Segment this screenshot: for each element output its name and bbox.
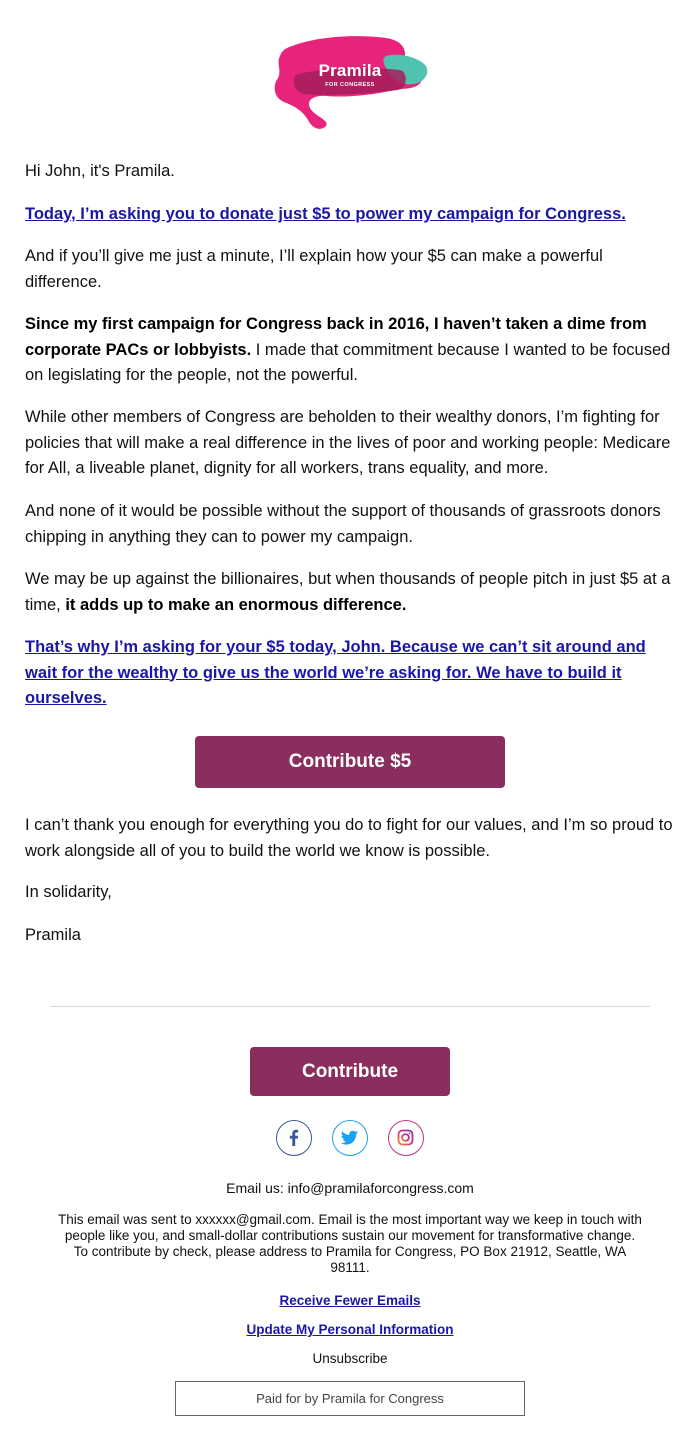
billionaires-text: We may be up against the billionaires, but when thousands of people pitch in just $5 at a time, (25, 570, 671, 614)
thanks-paragraph: I can’t thank you enough for everything you do to fight for our values, and I’m so proud to work alongside all of you to build the world we know is possible. (25, 816, 673, 860)
email-us-text: Email us: info@pramilaforcongress.com (226, 1180, 474, 1196)
ask-paragraph (25, 202, 677, 228)
twitter-icon[interactable] (332, 1120, 368, 1156)
no-pac-paragraph (25, 312, 677, 389)
update-personal-info-link[interactable]: Update My Personal Information (246, 1322, 454, 1337)
closing-ask-paragraph (25, 635, 677, 712)
facebook-icon[interactable] (276, 1120, 312, 1156)
policies-paragraph: While other members of Congress are beholden to their wealthy donors, I’m fighting for policies that will make a real difference in the lives of poor and working people: Medicare for All, a liveable planet, dignity for all workers, trans equality, and more. (25, 408, 671, 477)
billionaires-paragraph (25, 567, 677, 618)
contribute-button[interactable]: Contribute (250, 1047, 450, 1096)
no-pac-rest-text: I made that commitment because I wanted to be focused on legislating for the people, not the powerful. (25, 340, 671, 384)
footer-divider (50, 1006, 650, 1007)
signature-text: Pramila (25, 926, 81, 944)
logo-subtitle-text: FOR CONGRESS (325, 82, 375, 88)
closing-ask-link[interactable]: That’s why I’m asking for your $5 today, John. Because we can’t sit around and wait for the wealthy to give us the world we’re asking for. We have to build it ourselves. (25, 638, 646, 707)
unsubscribe-link[interactable]: Unsubscribe (312, 1351, 388, 1366)
disclaimer-text: This email was sent to xxxxxx@gmail.com. Email is the most important way we keep in touch with people like you, and small-dollar contributions sustain our movement for transformative change. To contribute by check, please address to Pramila for Congress, PO Box 21912, Seattle, WA 98111. (58, 1212, 642, 1275)
receive-fewer-emails-link[interactable]: Receive Fewer Emails (279, 1293, 421, 1308)
contribute-5-button[interactable]: Contribute $5 (195, 736, 505, 788)
brush-stroke-graphic (268, 28, 432, 134)
billionaires-bold-text: it adds up to make an enormous difference. (65, 595, 407, 614)
update-info-row (55, 1322, 645, 1338)
grassroots-paragraph: And none of it would be possible without the support of thousands of grassroots donors chipping in anything they can to power my campaign. (25, 502, 661, 546)
greeting-text: Hi John, it's Pramila. (25, 162, 175, 180)
explain-paragraph: And if you’ll give me just a minute, I’ll explain how your $5 can make a powerful difference. (25, 247, 603, 291)
donate-5-link[interactable]: Today, I’m asking you to donate just $5 to power my campaign for Congress. (25, 205, 626, 223)
no-pac-bold-text: Since my first campaign for Congress back in 2016, I haven’t taken a dime from corporate PACs or lobbyists. (25, 315, 647, 359)
logo-name-text: Pramila (318, 61, 382, 80)
signoff-text: In solidarity, (25, 883, 112, 901)
paid-for-disclaimer: Paid for by Pramila for Congress (175, 1381, 525, 1416)
instagram-icon[interactable] (388, 1120, 424, 1156)
fewer-emails-row (55, 1293, 645, 1309)
campaign-logo[interactable] (268, 28, 432, 134)
